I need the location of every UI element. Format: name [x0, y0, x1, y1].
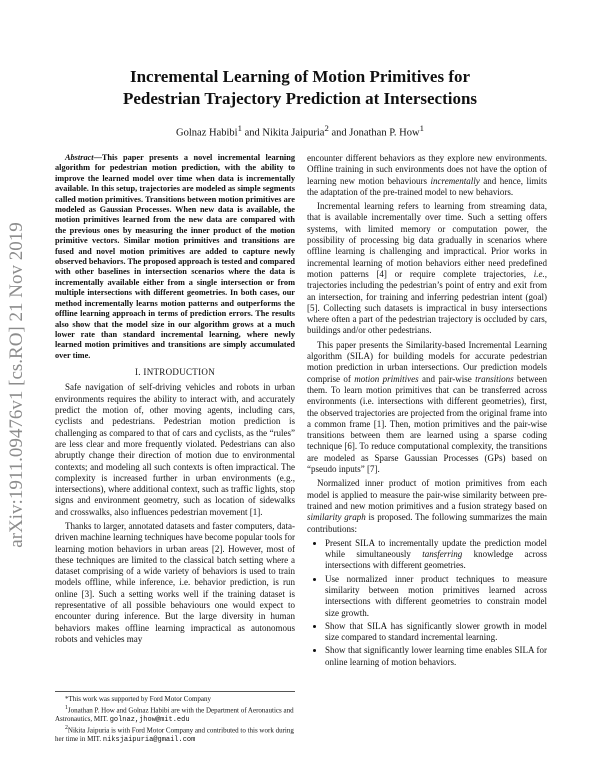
right-paragraph-4: [307, 478, 547, 534]
right-column: [307, 153, 547, 670]
right-paragraph-3: [307, 340, 547, 476]
contribution-1-text-a: Present SILA to incrementally update the prediction model while simultaneously: [325, 537, 547, 560]
p3-text-b: and pair-wise: [418, 373, 476, 384]
contribution-1-text-b: knowledge across intersections with different geometries.: [325, 549, 547, 571]
author-2-affiliation: 2: [324, 123, 329, 133]
intro-paragraph-2: Thanks to larger, annotated datasets and faster computers, data-driven machine learning techniques have become popular tools for learning motion behaviors in urban areas [2]. However, most of these techniques are limited to the classical batch setting where a dataset comprising of a wide variety of behaviors is used to train models offline, while inference, i.e. behavior prediction, is run online [3]. Such a setting works well if the training dataset is representative of all possible behaviours one would expect to encounter during inference. But the large diversity in human behaviors makes offline learning impractical as autonomous robots and vehicles may: [55, 520, 295, 644]
footnote-2-text: Nikita Jaipuria is with Ford Motor Company and contributed to this work during her time in MIT.: [55, 726, 294, 744]
contribution-1-emphasis: tansferring: [422, 549, 463, 560]
p1-text-b: and hence, limits the adaptation of the pre-trained model to new behaviors.: [307, 175, 547, 197]
abstract-label: Abstract: [65, 153, 94, 162]
footnotes: [55, 691, 295, 745]
p2-text-a: Incremental learning refers to learning from streaming data, that is available incrementally over time. Such a setting offers systems, with limited memory or computation power, the possibility of processing big data gradually in scenarios where offline learning is challenging and impractical. Prior works in incremental learning of motion behaviors either need predefined motion patterns [4] or require complete trajectories,: [307, 201, 547, 279]
abstract: [55, 153, 295, 361]
arxiv-identifier: arXiv:1911.09476v1 [cs.RO] 21 Nov 2019: [6, 222, 27, 548]
paper-title: [60, 66, 540, 110]
author-2: and Nikita Jaipuria: [241, 127, 325, 139]
author-1-affiliation: 1: [237, 123, 242, 133]
left-column: [55, 153, 295, 648]
right-paragraph-2: [307, 201, 547, 337]
footnote-2: [55, 724, 295, 745]
contribution-item: • Use normalized inner product techniques to measure similarity between motion primitives learned across intersections with different geometries to constrain model size growth.: [325, 574, 547, 619]
contribution-item: • Show that SILA has significantly slower growth in model size compared to standard incremental learning.: [325, 621, 547, 644]
title-line-1: Incremental Learning of Motion Primitives for: [129, 67, 471, 86]
footnote-2-email: niksjaipuria@gmail.com: [102, 736, 196, 745]
contribution-list: [307, 538, 547, 668]
p3-text-a: This paper presents the Similarity-based Incremental Learning algorithm (SILA) for building models for accurate pedestrian motion prediction in urban intersections. Our prediction models comprise of: [307, 339, 547, 384]
p4-emphasis: similarity graph: [307, 512, 366, 523]
p3-emphasis-2: transitions: [475, 373, 514, 384]
title-line-2: Pedestrian Trajectory Prediction at Intersections: [122, 89, 478, 108]
author-1: Golnaz Habibi: [176, 127, 238, 139]
abstract-text: —This paper presents a novel incremental learning algorithm for pedestrian motion prediction, with the ability to improve the learned model over time when data is incrementally available. In this setup, trajectories are modeled as simple segments called motion primitives. Transitions between motion primitives are modeled as Gaussian Processes. When new data is available, the motion primitives learned from the new data are compared with the previous ones by measuring the inner product of the motion primitive vectors. Similar motion primitives and transitions are fused and novel motion primitives are added to capture newly observed behaviors. The proposed approach is tested and compared with other baselines in intersection scenarios where the data is incrementally available either from a single intersection or from multiple intersections with different geometries. In both cases, our method incrementally learns motion patterns and outperforms the offline learning approach in terms of prediction errors. The results also show that the model size in our algorithm grows at a much lower rate than standard incremental learning, where newly learned motion primitives and transitions are simply accumulated over time.: [55, 153, 295, 360]
p4-text-b: is proposed. The following summarizes the main contributions:: [307, 512, 547, 534]
author-3: and Jonathan P. How: [328, 127, 420, 139]
footnote-2-marker: 2: [65, 725, 68, 732]
arxiv-stamp: [4, 170, 30, 600]
p2-text-b: , trajectories including the pedestrian’s point of entry and exit from an intersection, for training and inferring pedestrian intent (goal) [5]. Collecting such datasets is impractical in busy intersections where often a part of the pedestrian trajectory is occluded by cars, buildings and/or other pedestrians.: [307, 268, 547, 336]
contribution-item: [325, 538, 547, 572]
author-list: [60, 123, 540, 139]
author-3-affiliation: 1: [419, 123, 424, 133]
p1-emphasis: incrementally: [430, 175, 480, 186]
footnote-1-email: golnaz,jhow@mit.edu: [109, 715, 190, 724]
intro-paragraph-1: Safe navigation of self-driving vehicles and robots in urban environments requires the ability to interact with, and accurately predict the motion of, other moving agents, including cars, cyclists and pedestrians. Pedestrian motion prediction is challenging as compared to that of cars and cyclists, as the “rules” are less clear and more frequently violated. Pedestrians can also abruptly change their direction of motion due to environmental contexts; and modeling all such contexts is often impractical. The complexity is increased further in urban environments (e.g., intersections), where additional context, such as traffic lights, stop signs and environment geometry, such as location of sidewalks and crosswalks, also influences pedestrian movement [1].: [55, 382, 295, 517]
p1-text-a: encounter different behaviors as they explore new environments. Offline training in such environments does not have the option of learning new motion behaviours: [307, 153, 547, 186]
p2-emphasis: i.e.: [533, 268, 545, 279]
right-paragraph-1: [307, 153, 547, 198]
p4-text-a: Normalized inner product of motion primitives from each model is applied to measure the pair-wise similarity between pre-trained and new motion primitives and a fusion strategy based on: [307, 478, 547, 511]
contribution-item: • Show that significantly lower learning time enables SILA for online learning of motion behaviors.: [325, 645, 547, 668]
p3-text-c: between them. To learn motion primitives that can be transferred across environments (i.e. intersections with different geometries), first, the observed trajectories are projected from the original frame into a common frame [1]. Then, motion primitives and the pair-wise transitions between them are learned using a sparse coding technique [6]. To reduce computational complexity, the transitions are modeled as Sparse Gaussian Processes (GPs) based on “pseudo inputs” [7].: [307, 373, 547, 475]
section-heading-introduction: I. INTRODUCTION: [135, 367, 215, 378]
footnote-1-marker: 1: [65, 704, 68, 711]
footnote-funding: *This work was supported by Ford Motor Company: [65, 695, 212, 703]
footnote-1: [55, 704, 295, 725]
p3-emphasis-1: motion primitives: [354, 373, 419, 384]
footnote-1-text: Jonathan P. How and Golnaz Habibi are with the Department of Aeronautics and Astronautics, MIT.: [55, 705, 294, 723]
